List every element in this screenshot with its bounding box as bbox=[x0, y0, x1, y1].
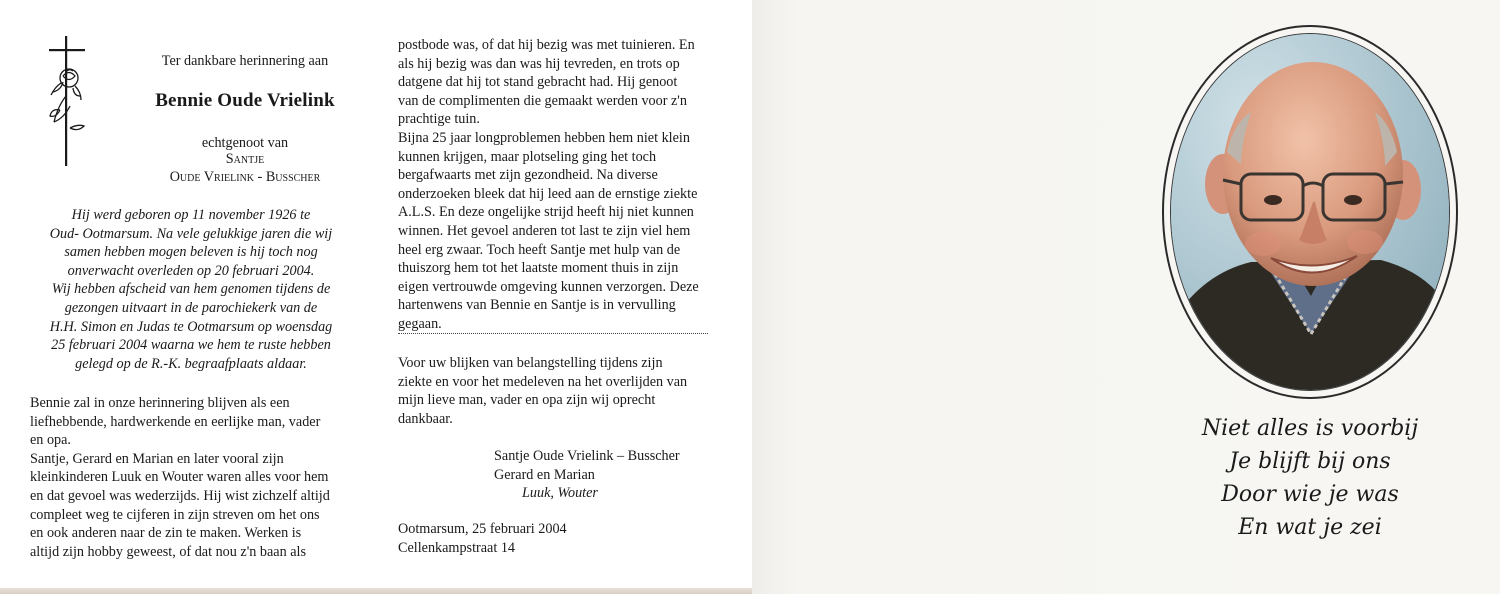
paragraph-line: als hij bezig was dan was hij tevreden, en trots op bbox=[398, 55, 680, 72]
deceased-name: Bennie Oude Vrielink bbox=[155, 90, 335, 111]
poem-line: Je blijft bij ons bbox=[1229, 449, 1391, 474]
memory-line: en opa. bbox=[30, 432, 71, 449]
spouse-first-name: Santje bbox=[225, 151, 265, 167]
paragraph-line: postbode was, of dat hij bezig was met tuinieren. En bbox=[398, 37, 695, 53]
place-date: Ootmarsum, 25 februari 2004 bbox=[398, 521, 567, 537]
memorial-poem bbox=[1180, 412, 1440, 544]
bio-line: 25 februari 2004 waarna we hem te ruste hebben bbox=[51, 337, 331, 354]
paragraph-line: Bijna 25 jaar longproblemen hebben hem niet klein bbox=[398, 129, 690, 146]
memory-line: compleet weg te cijferen in zijn streven om het ons bbox=[30, 506, 320, 523]
thanks-paragraph bbox=[398, 354, 728, 428]
paragraph-line: van de complimenten die gemaakt werden voor z'n bbox=[398, 92, 687, 109]
poem-line: Door wie je was bbox=[1221, 482, 1399, 507]
paragraph-line: gegaan. bbox=[398, 315, 442, 332]
poem-line: Niet alles is voorbij bbox=[1201, 416, 1419, 441]
paragraph-line: thuiszorg hem tot het laatste moment thuis in zijn bbox=[398, 260, 679, 277]
cross-with-rose-icon bbox=[40, 36, 94, 168]
card-edge-strip bbox=[0, 588, 752, 594]
signature-spouse: Santje Oude Vrielink – Busscher bbox=[494, 448, 680, 464]
bio-line: onverwacht overleden op 20 februari 2004. bbox=[67, 262, 315, 279]
paragraph-line: A.L.S. En deze ongelijke strijd heeft hij niet kunnen bbox=[398, 204, 694, 221]
signature-children: Gerard en Marian bbox=[494, 466, 595, 483]
paragraph-line: kunnen krijgen, maar plotseling ging het toch bbox=[398, 148, 657, 165]
thanks-line: ziekte en voor het medeleven na het overlijden van bbox=[398, 373, 688, 390]
biography-block bbox=[22, 206, 360, 373]
poem-line: En wat je zei bbox=[1238, 515, 1382, 540]
bio-line: H.H. Simon en Judas te Ootmarsum op woensdag bbox=[49, 318, 333, 335]
paragraph-line: bergafwaarts met zijn gezondheid. Na diverse bbox=[398, 167, 658, 184]
paragraph-line: onderzoeken bleek dat hij leed aan de ernstige ziekte bbox=[398, 185, 698, 202]
paragraph-line: eigen vertrouwde omgeving kunnen verzorgen. Deze bbox=[398, 278, 699, 295]
dedication-heading: Ter dankbare herinnering aan bbox=[161, 53, 329, 69]
bio-line: Oud- Ootmarsum. Na vele gelukkige jaren die wij bbox=[49, 225, 333, 242]
bio-line: gezongen uitvaart in de parochiekerk van de bbox=[64, 299, 318, 316]
bio-line: Wij hebben afscheid van hem genomen tijdens de bbox=[51, 281, 331, 298]
memory-line: en dat gevoel was wederzijds. Hij wist zichzelf altijd bbox=[30, 487, 330, 504]
portrait-photo bbox=[1170, 33, 1450, 391]
spouse-intro: echtgenoot van bbox=[201, 135, 289, 151]
memory-line: en ook anderen naar de zin te maken. Werken is bbox=[30, 525, 302, 542]
thanks-line: Voor uw blijken van belangstelling tijdens zijn bbox=[398, 355, 663, 371]
bio-line: Hij werd geboren op 11 november 1926 te bbox=[71, 207, 311, 223]
bio-line: gelegd op de R.-K. begraafplaats aldaar. bbox=[75, 355, 307, 372]
continued-paragraph bbox=[398, 36, 728, 334]
paragraph-line: hartenwens van Bennie en Santje is in vervulling bbox=[398, 297, 676, 314]
memory-line: liefhebbende, hardwerkende en eerlijke man, vader bbox=[30, 413, 321, 430]
dotted-divider bbox=[398, 333, 708, 334]
memory-paragraph bbox=[30, 394, 357, 561]
memory-line: Santje, Gerard en Marian en later vooral zijn bbox=[30, 450, 284, 467]
paragraph-line: heel erg zwaar. Toch heeft Santje met hulp van de bbox=[398, 241, 681, 258]
signature-grandchildren: Luuk, Wouter bbox=[522, 485, 598, 502]
paragraph-line: datgene dat hij tot stand gebracht had. Hij genoot bbox=[398, 74, 678, 91]
address: Cellenkampstraat 14 bbox=[398, 539, 516, 556]
spouse-full-name: Oude Vrielink - Busscher bbox=[169, 169, 321, 185]
paragraph-line: prachtige tuin. bbox=[398, 111, 480, 128]
place-date-block bbox=[398, 520, 638, 557]
memory-line: altijd zijn hobby geweest, of dat nou z'n baan als bbox=[30, 543, 306, 560]
memory-line: kleinkinderen Luuk en Wouter waren alles voor hem bbox=[30, 469, 329, 486]
memory-line: Bennie zal in onze herinnering blijven als een bbox=[30, 395, 290, 411]
thanks-line: dankbaar. bbox=[398, 410, 453, 427]
bio-line: samen hebben mogen beleven is hij toch nog bbox=[64, 244, 318, 261]
thanks-line: mijn lieve man, vader en opa zijn wij oprecht bbox=[398, 392, 656, 409]
portrait-illustration bbox=[1171, 34, 1450, 391]
signature-block bbox=[494, 447, 734, 503]
paragraph-line: winnen. Het gevoel anderen tot last te zijn viel hem bbox=[398, 222, 691, 239]
